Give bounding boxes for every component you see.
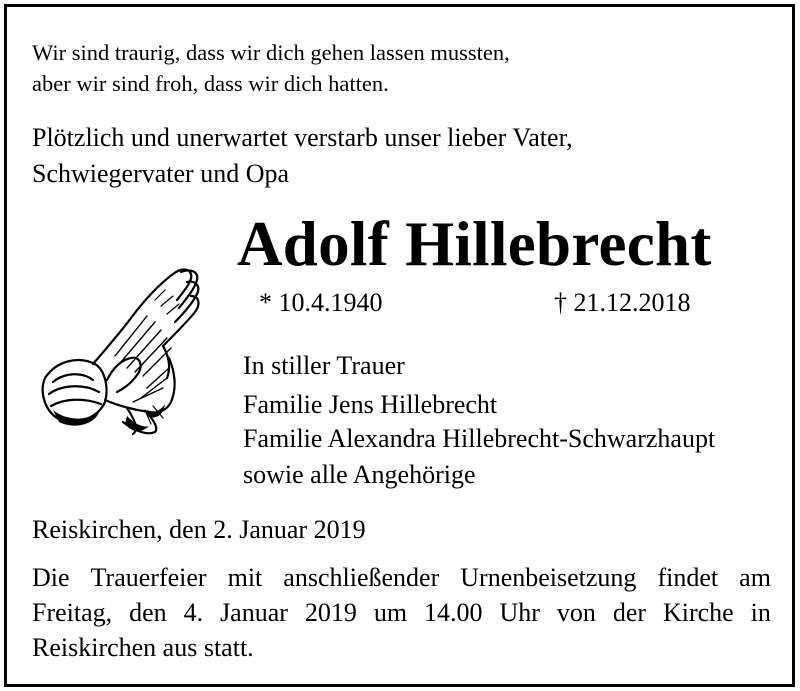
funeral-word: in [750,598,771,627]
funeral-word: Januar [220,598,288,627]
mourner-line-3: Familie Alexandra Hillebrecht-Schwarzhaupt [243,424,716,453]
obituary-notice [4,4,795,687]
funeral-word: Uhr [499,598,540,627]
mourner-line-1: In stiller Trauer [243,351,405,380]
funeral-word: 2019 [304,598,357,627]
motto-line-2: aber wir sind froh, dass wir dich hatten. [32,71,389,96]
funeral-word: 14.00 [424,598,483,627]
funeral-word: den [129,598,167,627]
funeral-word: anschließender [283,563,440,592]
birth-date: * 10.4.1940 [259,288,383,317]
funeral-word: mit [227,563,263,592]
mourner-line-4: sowie alle Angehörige [243,460,476,489]
death-date: † 21.12.2018 [554,288,691,317]
funeral-word: um [373,598,408,627]
funeral-line-1 [32,565,771,591]
funeral-word: am [739,563,771,592]
funeral-word: 4. [183,598,204,627]
place-and-date: Reiskirchen, den 2. Januar 2019 [32,515,366,544]
funeral-word: Kirche [662,598,734,627]
funeral-word: findet [657,563,719,592]
funeral-line-3: Reiskirchen aus statt. [32,633,254,662]
deceased-name: Adolf Hillebrecht [237,209,712,279]
mourner-line-2: Familie Jens Hillebrecht [243,390,498,419]
intro-line-2: Schwiegervater und Opa [32,159,290,188]
funeral-word: der [612,598,647,627]
intro-line-1: Plötzlich und unerwartet verstarb unser lieber Vater, [32,123,573,152]
motto-line-1: Wir sind traurig, dass wir dich gehen lassen mussten, [32,40,510,65]
funeral-word: Die [32,563,70,592]
funeral-word: Urnenbeisetzung [460,563,637,592]
funeral-word: von [556,598,596,627]
funeral-word: Trauerfeier [90,563,207,592]
praying-hands-icon [35,260,210,435]
funeral-line-2 [32,600,771,626]
funeral-word: Freitag, [32,598,113,627]
